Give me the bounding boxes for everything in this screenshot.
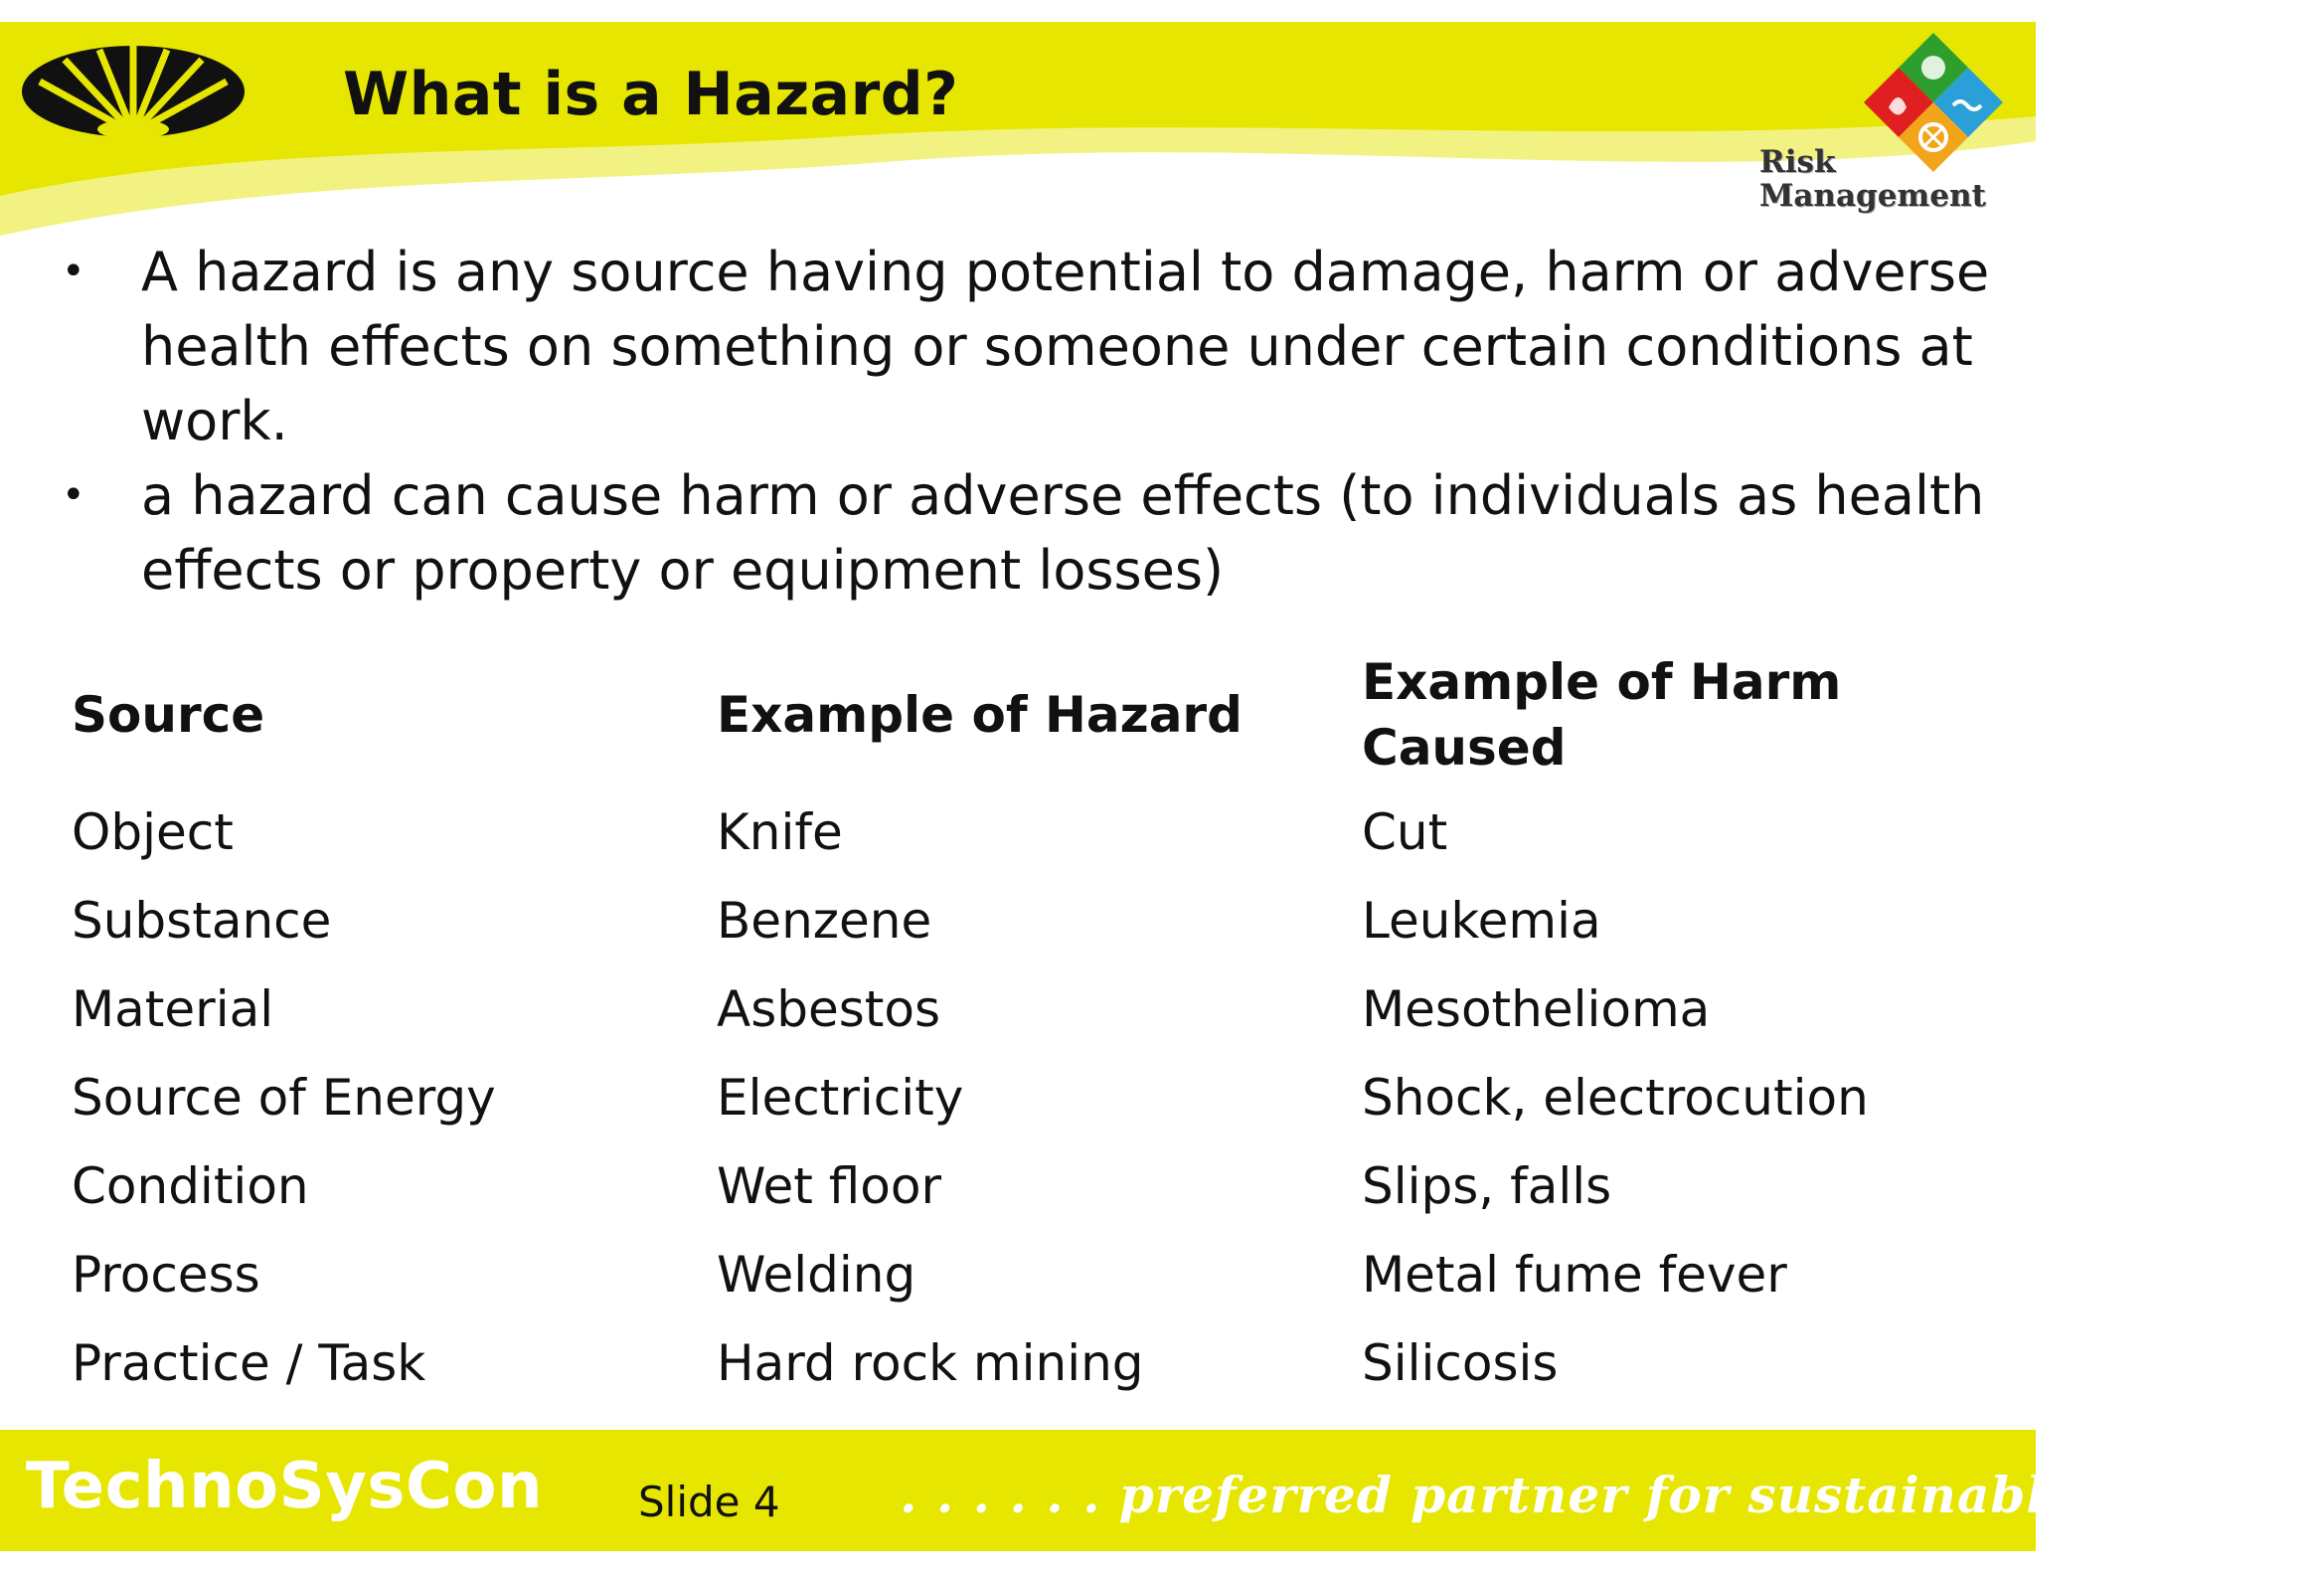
brand-name: TechnoSysCon — [26, 1450, 543, 1523]
cell-source: Source of Energy — [72, 1068, 496, 1127]
company-logo — [20, 42, 247, 141]
risk-management-label — [1759, 145, 1986, 213]
table-header-row — [72, 642, 1978, 787]
cell-source: Material — [72, 979, 274, 1038]
cell-hazard: Welding — [717, 1245, 916, 1304]
header-harm: Example of Harm Caused — [1362, 653, 1842, 777]
cell-hazard: Electricity — [717, 1068, 964, 1127]
cell-harm: Cut — [1362, 802, 1448, 861]
hazard-table — [72, 642, 1978, 1407]
bullet-item — [62, 235, 2000, 458]
bullet-dot: • — [62, 249, 85, 294]
risk-label: Risk — [1759, 144, 1836, 180]
cell-harm: Leukemia — [1362, 891, 1601, 950]
header-source: Source — [72, 686, 265, 744]
table-row — [72, 1141, 1978, 1230]
cell-source: Condition — [72, 1156, 309, 1215]
cell-source: Object — [72, 802, 234, 861]
cell-harm: Metal fume fever — [1362, 1245, 1787, 1304]
cell-hazard: Wet floor — [717, 1156, 942, 1215]
slide-title: What is a Hazard? — [343, 60, 959, 129]
slide-number: Slide 4 — [638, 1478, 780, 1526]
cell-hazard: Hard rock mining — [717, 1333, 1144, 1392]
bullet-item — [62, 458, 2000, 608]
cell-source: Process — [72, 1245, 260, 1304]
table-row — [72, 787, 1978, 876]
cell-hazard: Benzene — [717, 891, 932, 950]
cell-harm: Silicosis — [1362, 1333, 1559, 1392]
tagline: . . . . . . preferred partner for sustainable systems — [900, 1466, 2324, 1524]
table-row — [72, 1230, 1978, 1318]
bullet-text: a hazard can cause harm or adverse effects (to individuals as health effects or property or equipment losses) — [141, 464, 1985, 602]
bullet-text: A hazard is any source having potential to damage, harm or adverse health effects on something or someone under certain conditions at work. — [141, 241, 1990, 452]
bullet-dot: • — [62, 472, 85, 518]
cell-hazard: Knife — [717, 802, 843, 861]
cell-harm: Shock, electrocution — [1362, 1068, 1869, 1127]
table-row — [72, 964, 1978, 1053]
header-band — [0, 22, 2036, 251]
table-row — [72, 1318, 1978, 1407]
cell-source: Practice / Task — [72, 1333, 426, 1392]
cell-hazard: Asbestos — [717, 979, 941, 1038]
header-hazard: Example of Hazard — [717, 686, 1243, 744]
cell-harm: Slips, falls — [1362, 1156, 1612, 1215]
footer-band — [0, 1430, 2324, 1551]
table-row — [72, 876, 1978, 964]
bullet-list — [62, 235, 2000, 608]
cell-harm: Mesothelioma — [1362, 979, 1711, 1038]
cell-source: Substance — [72, 891, 332, 950]
management-label: Management — [1759, 178, 1986, 214]
table-row — [72, 1053, 1978, 1141]
